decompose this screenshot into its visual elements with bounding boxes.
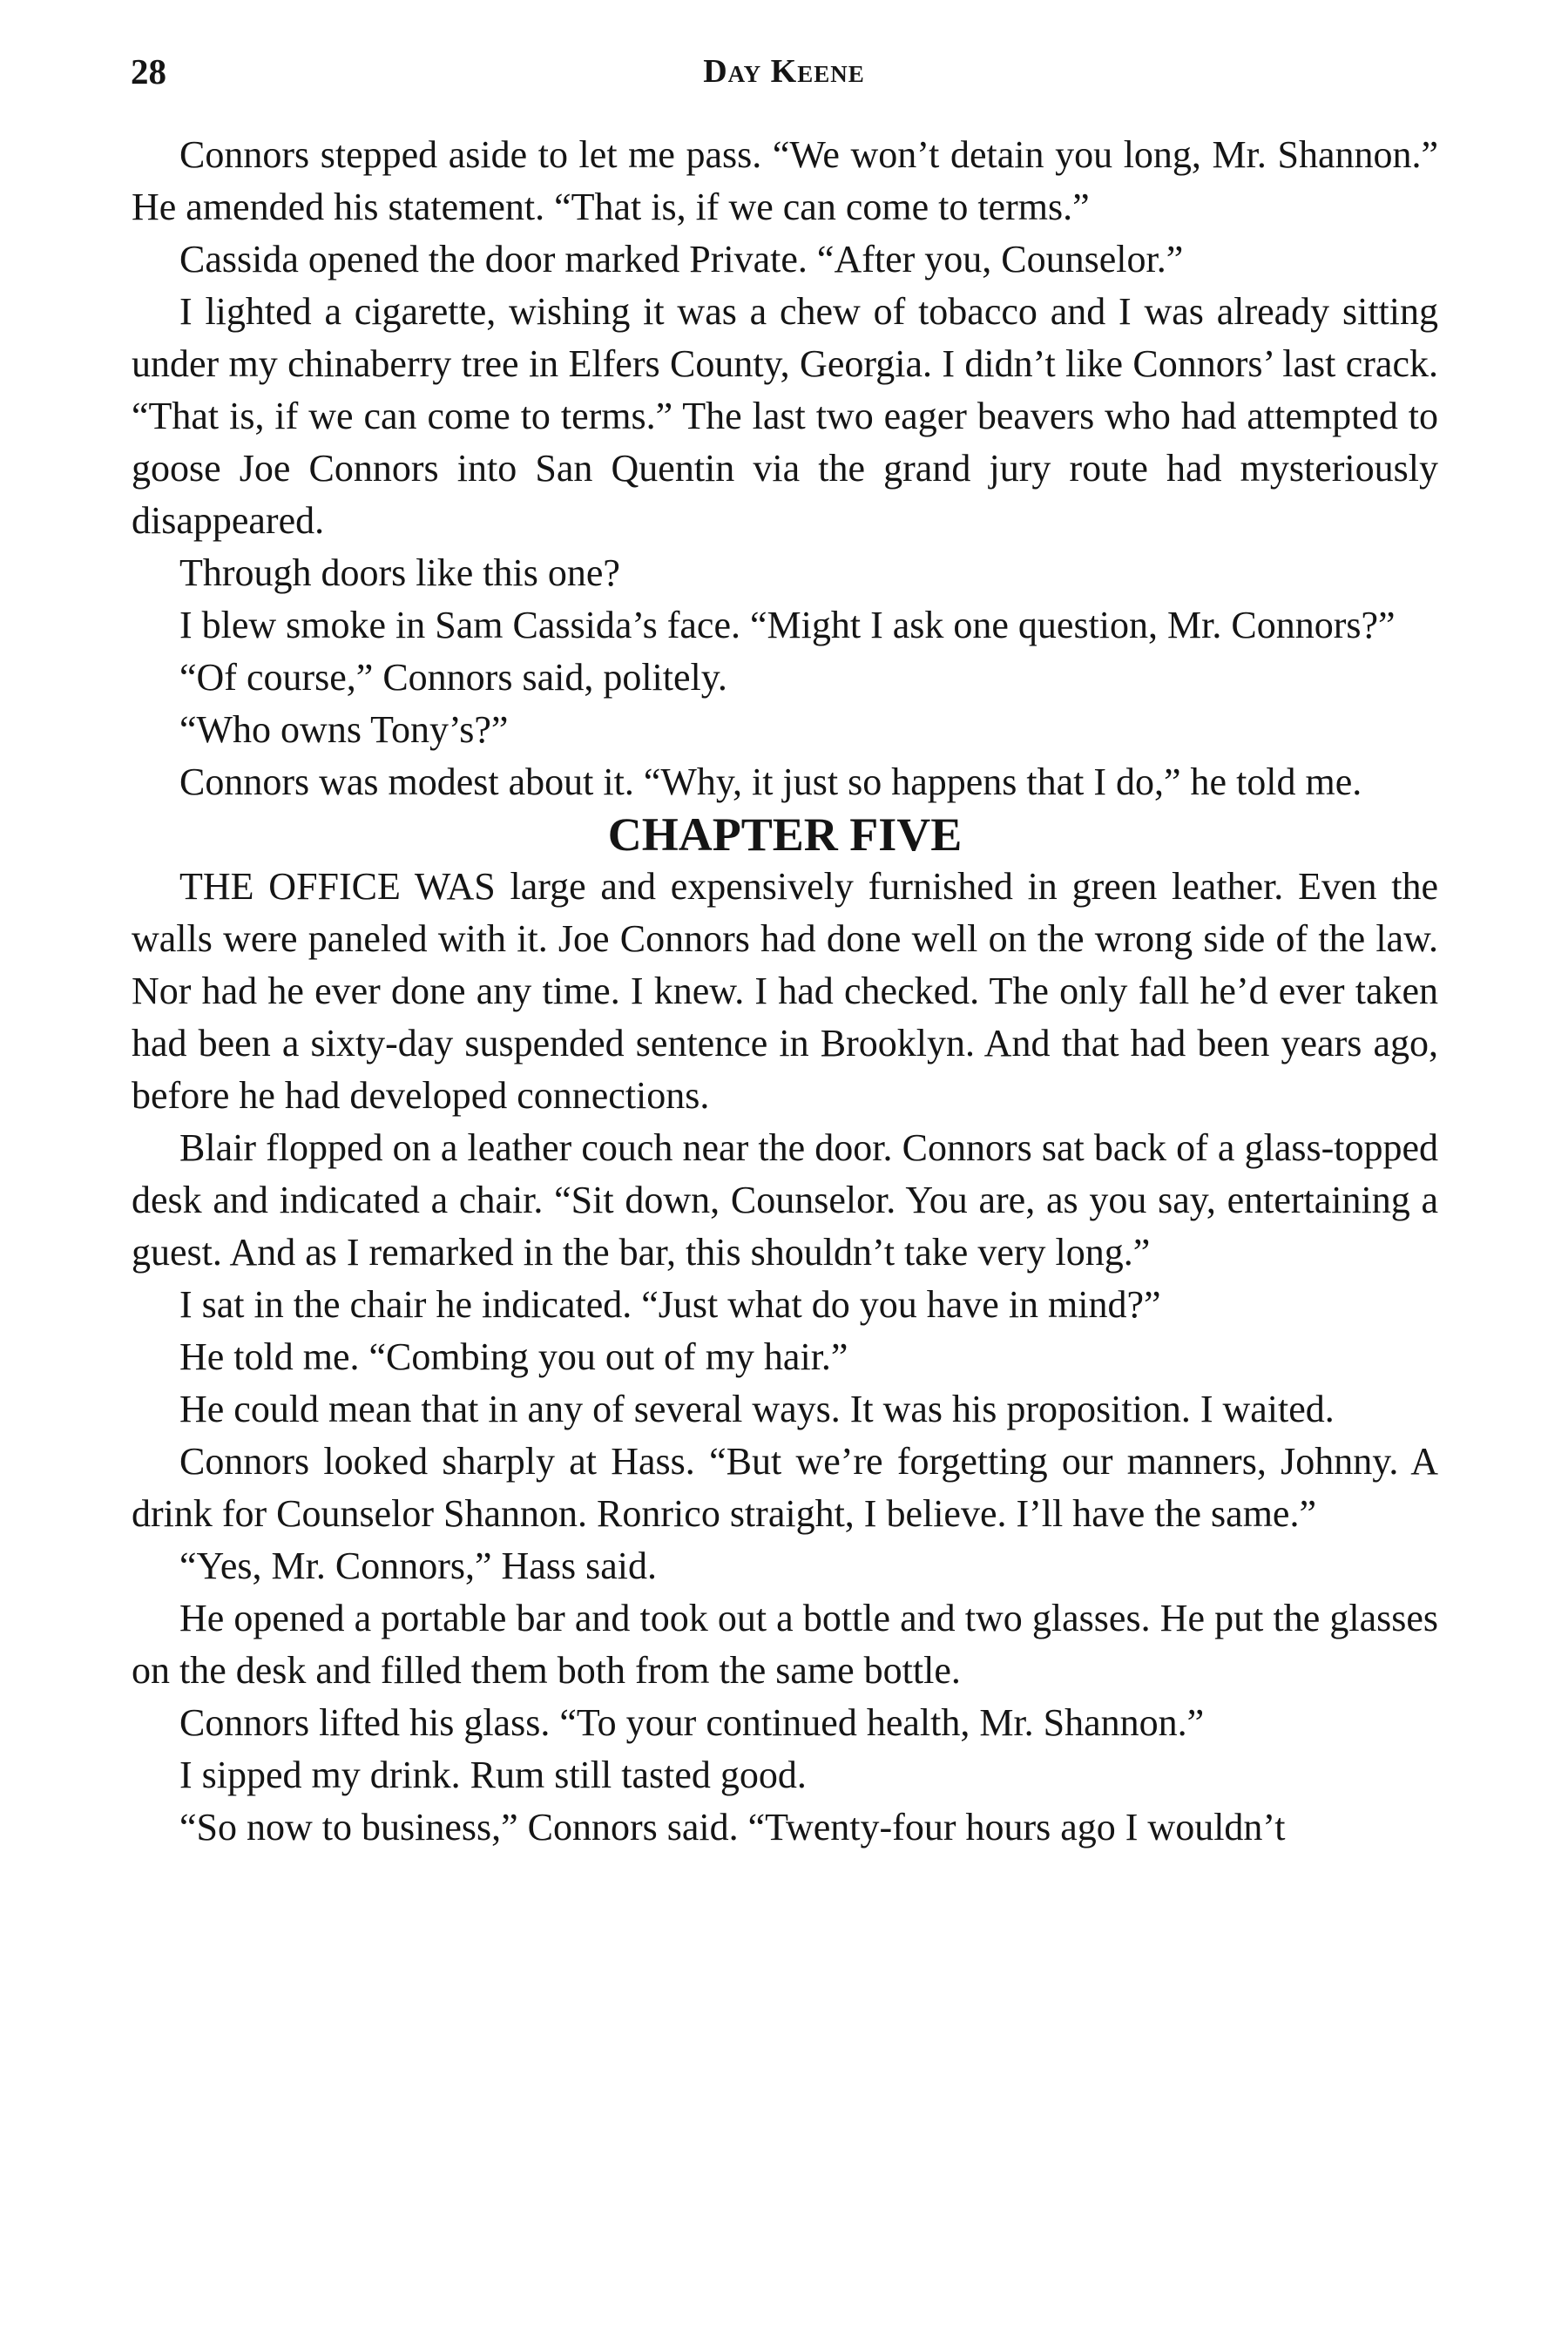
page-header <box>131 45 1437 98</box>
body-text <box>132 129 1438 1854</box>
paragraph: I lighted a cigarette, wishing it was a chew of tobacco and I was already sitting under my chinaberry tree in Elfers County, Georgia. I didn’t like Connors’ last crack. “That is, if we can come to terms.” The last two eager beavers who had attempted to goose Joe Connors into San Quentin via the grand jury route had mysteriously disappeared. <box>132 290 1438 542</box>
paragraph: Cassida opened the door marked Private. “After you, Counselor.” <box>179 238 1184 280</box>
paragraph: Connors looked sharply at Hass. “But we’re forgetting our manners, Johnny. A drink for Counselor Shannon. Ronrico straight, I believe. I’ll have the same.” <box>132 1440 1438 1535</box>
paragraph: “Who owns Tony’s?” <box>179 708 509 751</box>
paragraph: “So now to business,” Connors said. “Twenty-four hours ago I wouldn’t <box>179 1806 1286 1848</box>
running-head: Day Keene <box>703 53 865 90</box>
paragraph: THE OFFICE WAS large and expensively furnished in green leather. Even the walls were paneled with it. Joe Connors had done well on the wrong side of the law. Nor had he ever done any time. I knew. I had checked. The only fall he’d ever taken had been a sixty-day suspended sentence in Brooklyn. And that had been years ago, before he had developed connections. <box>132 865 1438 1117</box>
paragraph: “Of course,” Connors said, politely. <box>179 656 727 699</box>
paragraph: He told me. “Combing you out of my hair.” <box>179 1335 848 1378</box>
paragraph: I sipped my drink. Rum still tasted good. <box>179 1754 807 1796</box>
paragraph: “Yes, Mr. Connors,” Hass said. <box>179 1544 657 1587</box>
page-number: 28 <box>131 51 166 91</box>
chapter-heading: CHAPTER FIVE <box>607 808 963 861</box>
paragraph: Connors stepped aside to let me pass. “We won’t detain you long, Mr. Shannon.” He amended his statement. “That is, if we can come to terms.” <box>132 133 1438 228</box>
paragraph: He could mean that in any of several ways. It was his proposition. I waited. <box>179 1388 1335 1430</box>
paragraph: He opened a portable bar and took out a bottle and two glasses. He put the glasses on the desk and filled them both from the same bottle. <box>132 1597 1438 1692</box>
paragraph: Through doors like this one? <box>179 551 620 594</box>
paragraph: Connors was modest about it. “Why, it just so happens that I do,” he told me. <box>179 760 1362 803</box>
paragraph: Connors lifted his glass. “To your continued health, Mr. Shannon.” <box>179 1701 1205 1744</box>
paragraph: I sat in the chair he indicated. “Just what do you have in mind?” <box>179 1283 1161 1326</box>
paragraph: Blair flopped on a leather couch near the door. Connors sat back of a glass-topped desk and indicated a chair. “Sit down, Counselor. You are, as you say, entertaining a guest. And as I remarked in the bar, this shouldn’t take very long.” <box>132 1126 1438 1274</box>
paragraph: I blew smoke in Sam Cassida’s face. “Might I ask one question, Mr. Connors?” <box>179 604 1396 646</box>
